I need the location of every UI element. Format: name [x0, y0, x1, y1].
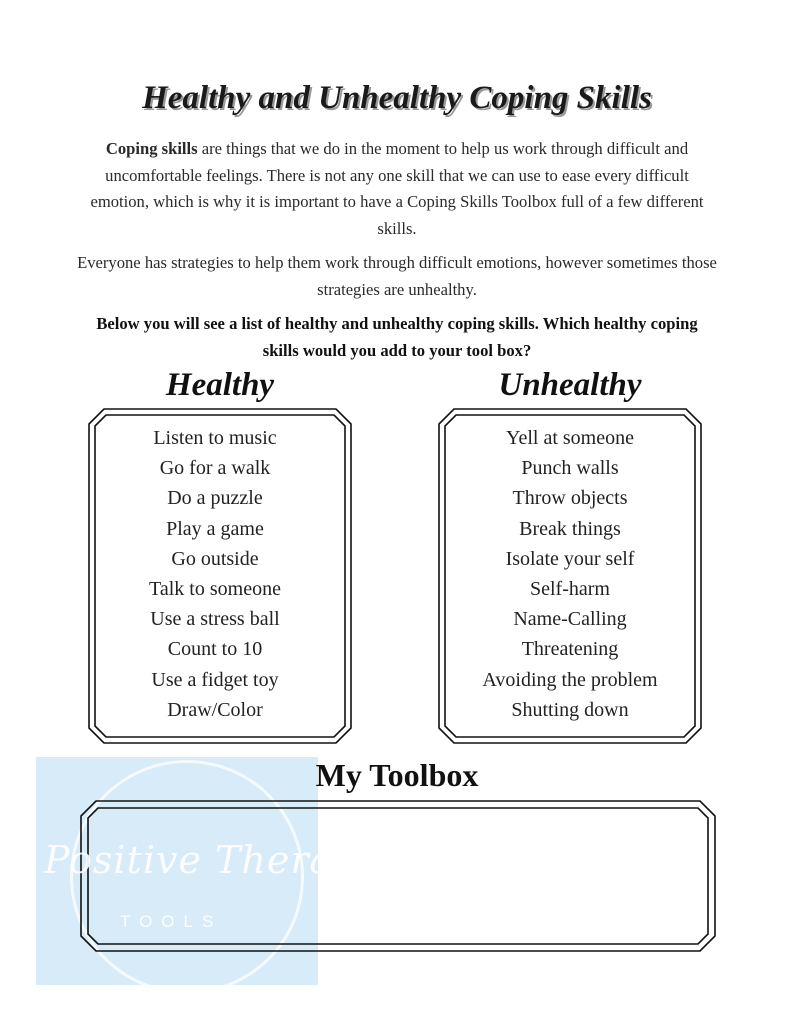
healthy-item: Count to 10: [167, 638, 263, 661]
unhealthy-item: Avoiding the problem: [482, 668, 658, 691]
unhealthy-item: Throw objects: [512, 487, 628, 510]
intro-paragraph: [76, 136, 718, 242]
toolbox-heading: My Toolbox: [315, 757, 479, 793]
healthy-list: [88, 423, 342, 725]
intro-text: are things that we do in the moment to help us work through difficult and uncomfortable feelings. There is not any one skill that we can use to ease every difficult emotion, which is why it is important to have a Coping Skills Toolbox full of a few different skills.: [90, 139, 704, 238]
unhealthy-item: Self-harm: [530, 578, 610, 601]
unhealthy-item: Punch walls: [521, 457, 619, 480]
unhealthy-item: Break things: [519, 517, 621, 540]
healthy-item: Go outside: [171, 547, 259, 570]
watermark-script-logo: Positive Therapy: [44, 838, 381, 882]
unhealthy-heading: Unhealthy: [498, 367, 642, 403]
healthy-item: Play a game: [166, 517, 264, 540]
unhealthy-item: Shutting down: [511, 698, 629, 721]
prompt-paragraph: Below you will see a list of healthy and unhealthy coping skills. Which healthy coping skills would you add to your tool box?: [96, 314, 698, 360]
healthy-item: Talk to someone: [149, 578, 281, 601]
healthy-item: Use a stress ball: [150, 608, 280, 631]
unhealthy-item: Isolate your self: [505, 547, 635, 570]
intro-lead-bold: Coping skills: [105, 139, 198, 158]
unhealthy-item: Name-Calling: [513, 608, 627, 631]
strategies-paragraph: Everyone has strategies to help them work through difficult emotions, however sometimes those strategies are unhealthy.: [77, 253, 717, 299]
healthy-item: Do a puzzle: [167, 487, 263, 510]
healthy-item: Use a fidget toy: [151, 668, 279, 691]
unhealthy-item: Threatening: [521, 638, 619, 661]
healthy-heading: Healthy: [165, 367, 275, 403]
page-title: Healthy and Unhealthy Coping Skills: [142, 80, 652, 116]
unhealthy-item: Yell at someone: [506, 427, 634, 449]
healthy-item: Draw/Color: [167, 698, 263, 721]
healthy-item: Go for a walk: [159, 457, 271, 480]
healthy-item: Listen to music: [153, 427, 277, 449]
watermark-tools-text: TOOLS: [120, 912, 223, 931]
unhealthy-list: [438, 423, 702, 725]
